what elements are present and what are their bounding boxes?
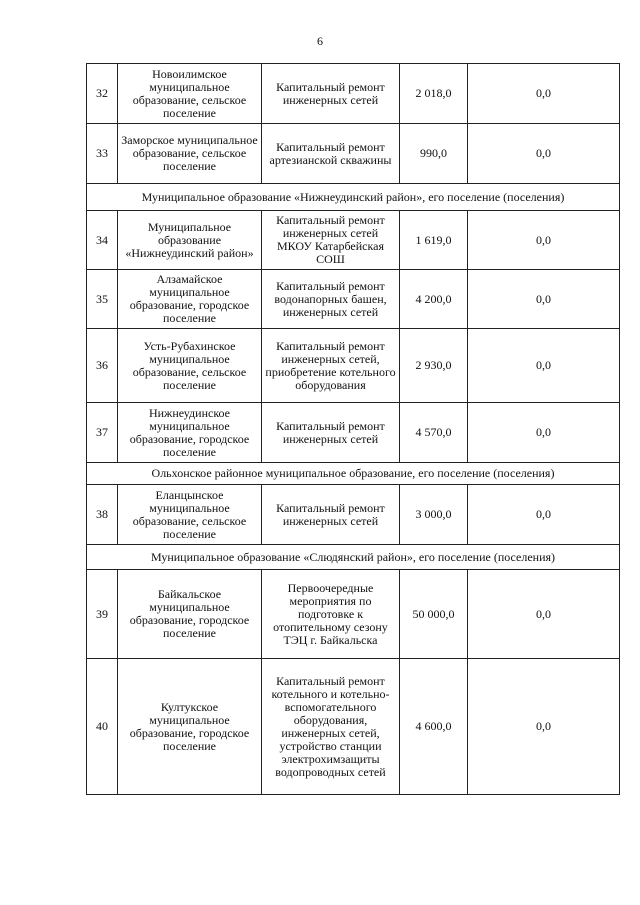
work-description: Капитальный ремонт инженерных сетей bbox=[262, 485, 400, 545]
table-row bbox=[87, 570, 620, 659]
section-row bbox=[87, 184, 620, 211]
municipality-name: Алзамайское муниципальное образование, городское поселение bbox=[118, 270, 262, 329]
value: 0,0 bbox=[468, 403, 620, 463]
municipality-name: Усть-Рубахинское муниципальное образование, сельское поселение bbox=[118, 329, 262, 403]
table-row bbox=[87, 211, 620, 270]
table-row bbox=[87, 124, 620, 184]
funding-table bbox=[86, 63, 620, 795]
value: 0,0 bbox=[468, 485, 620, 545]
amount: 50 000,0 bbox=[400, 570, 468, 659]
work-description: Капитальный ремонт инженерных сетей bbox=[262, 403, 400, 463]
value: 0,0 bbox=[468, 211, 620, 270]
table-row bbox=[87, 659, 620, 795]
work-description: Капитальный ремонт котельного и котельно-вспомогательного оборудования, инженерных сетей, устройство станции электрохимзащиты водопроводных сетей bbox=[262, 659, 400, 795]
work-description: Капитальный ремонт водонапорных башен, инженерных сетей bbox=[262, 270, 400, 329]
row-number: 37 bbox=[87, 403, 118, 463]
amount: 4 200,0 bbox=[400, 270, 468, 329]
municipality-name: Новоилимское муниципальное образование, сельское поселение bbox=[118, 64, 262, 124]
table-row bbox=[87, 329, 620, 403]
row-number: 32 bbox=[87, 64, 118, 124]
row-number: 35 bbox=[87, 270, 118, 329]
section-title: Муниципальное образование «Нижнеудинский район», его поселение (поселения) bbox=[87, 184, 620, 211]
page-number: 6 bbox=[317, 34, 323, 48]
amount: 4 600,0 bbox=[400, 659, 468, 795]
row-number: 34 bbox=[87, 211, 118, 270]
amount: 4 570,0 bbox=[400, 403, 468, 463]
row-number: 38 bbox=[87, 485, 118, 545]
value: 0,0 bbox=[468, 659, 620, 795]
amount: 990,0 bbox=[400, 124, 468, 184]
row-number: 39 bbox=[87, 570, 118, 659]
municipality-name: Заморское муниципальное образование, сельское поселение bbox=[118, 124, 262, 184]
table-row bbox=[87, 485, 620, 545]
municipality-name: Байкальское муниципальное образование, городское поселение bbox=[118, 570, 262, 659]
section-title: Ольхонское районное муниципальное образование, его поселение (поселения) bbox=[87, 463, 620, 485]
amount: 1 619,0 bbox=[400, 211, 468, 270]
work-description: Капитальный ремонт артезианской скважины bbox=[262, 124, 400, 184]
municipality-name: Еланцынское муниципальное образование, сельское поселение bbox=[118, 485, 262, 545]
value: 0,0 bbox=[468, 329, 620, 403]
value: 0,0 bbox=[468, 64, 620, 124]
amount: 2 930,0 bbox=[400, 329, 468, 403]
work-description: Капитальный ремонт инженерных сетей МКОУ Катарбейская СОШ bbox=[262, 211, 400, 270]
table-row bbox=[87, 270, 620, 329]
municipality-name: Нижнеудинское муниципальное образование, городское поселение bbox=[118, 403, 262, 463]
amount: 2 018,0 bbox=[400, 64, 468, 124]
work-description: Первоочередные мероприятия по подготовке к отопительному сезону ТЭЦ г. Байкальска bbox=[262, 570, 400, 659]
table-row bbox=[87, 64, 620, 124]
row-number: 40 bbox=[87, 659, 118, 795]
value: 0,0 bbox=[468, 270, 620, 329]
section-row bbox=[87, 463, 620, 485]
municipality-name: Култукское муниципальное образование, городское поселение bbox=[118, 659, 262, 795]
value: 0,0 bbox=[468, 124, 620, 184]
municipality-name: Муниципальное образование «Нижнеудинский район» bbox=[118, 211, 262, 270]
value: 0,0 bbox=[468, 570, 620, 659]
section-title: Муниципальное образование «Слюдянский район», его поселение (поселения) bbox=[87, 545, 620, 570]
work-description: Капитальный ремонт инженерных сетей, приобретение котельного оборудования bbox=[262, 329, 400, 403]
amount: 3 000,0 bbox=[400, 485, 468, 545]
work-description: Капитальный ремонт инженерных сетей bbox=[262, 64, 400, 124]
table-row bbox=[87, 403, 620, 463]
row-number: 33 bbox=[87, 124, 118, 184]
row-number: 36 bbox=[87, 329, 118, 403]
section-row bbox=[87, 545, 620, 570]
